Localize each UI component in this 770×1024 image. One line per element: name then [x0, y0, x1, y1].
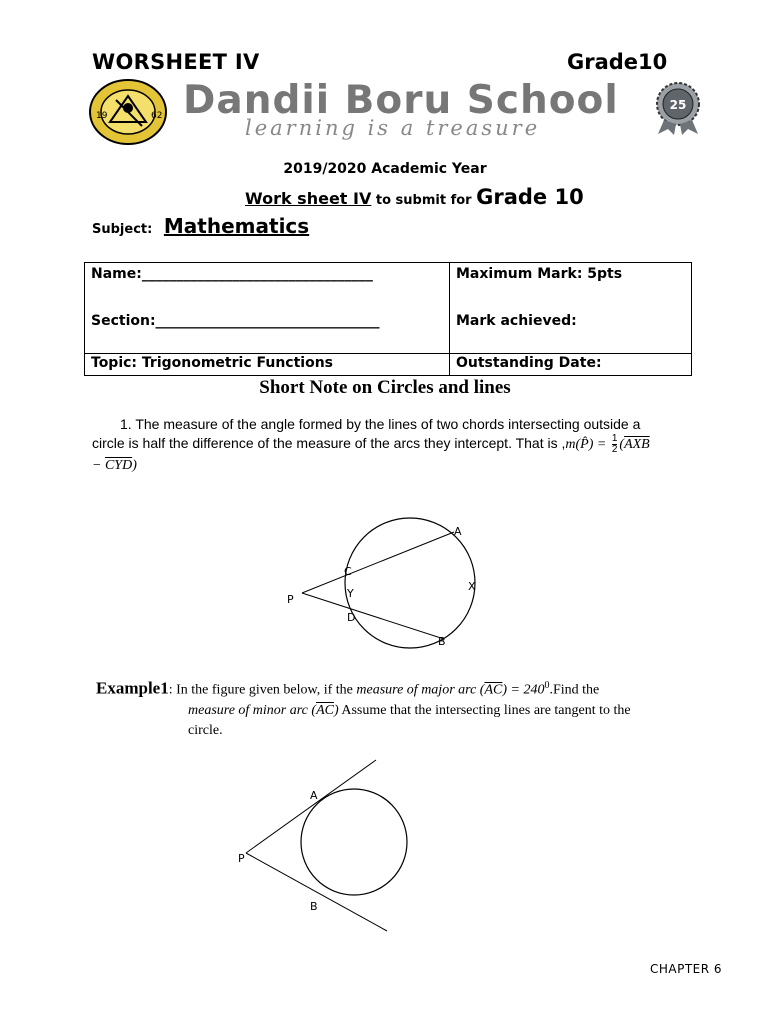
label-a2: A	[310, 789, 318, 802]
svg-text:25: 25	[669, 98, 687, 112]
example-arc2: $\overline{AC}$	[316, 702, 334, 718]
grade-heading: Grade10	[567, 50, 668, 74]
secant-diagram	[270, 505, 500, 655]
example-1-line1: Example1: In the figure given below, if the measure of major arc $(\overline{AC})$ = $240^0.Find$ the	[96, 678, 600, 698]
academic-year: 2019/2020 Academic Year	[283, 161, 487, 177]
subject-label: Subject:	[92, 222, 153, 237]
note-item-1	[92, 415, 652, 475]
subject-line	[92, 214, 309, 238]
example-math1-end: ) = 240	[502, 682, 545, 698]
example-text4: circle.	[188, 722, 223, 738]
example-math1: measure of major arc	[356, 682, 480, 698]
label-c: C	[344, 565, 352, 578]
secant-pa	[302, 532, 454, 593]
label-p: P	[287, 593, 294, 606]
svg-text:19: 19	[96, 111, 108, 121]
formula-lhs: m(P̂) =	[565, 437, 610, 453]
svg-text:62: 62	[151, 111, 163, 121]
submit-line	[245, 185, 584, 209]
formula-fraction-numerator: 1	[611, 433, 618, 444]
label-p2: P	[238, 852, 245, 865]
label-a: A	[454, 525, 462, 538]
name-field[interactable]: Name:_________________________________	[85, 263, 450, 297]
label-y: Y	[347, 587, 354, 600]
example-degree: 0	[544, 680, 550, 691]
formula-arc-cyd: $\overline{CYD}$	[104, 458, 133, 473]
label-x: X	[468, 580, 476, 593]
submit-grade: Grade 10	[476, 185, 584, 209]
formula-arc-axb: $\overline{AXB}$	[624, 437, 650, 453]
tangent-pa	[246, 760, 376, 853]
formula-fraction-denominator: 2	[611, 444, 618, 455]
mark-achieved-cell: Mark achieved:	[450, 296, 692, 353]
short-note-title: Short Note on Circles and lines	[259, 377, 511, 398]
note-item-number: 1.	[120, 416, 132, 432]
formula-close-paren: )	[132, 458, 137, 473]
max-mark-cell: Maximum Mark: 5pts	[450, 263, 692, 297]
example-arc1: $\overline{AC}$	[484, 682, 503, 698]
school-name: Dandii Boru School	[183, 78, 619, 123]
school-seal-logo	[88, 78, 168, 146]
outstanding-date-cell: Outstanding Date:	[450, 353, 692, 375]
example-1	[96, 676, 716, 741]
subject-value: Mathematics	[163, 214, 310, 238]
anniversary-badge-logo	[648, 80, 708, 136]
submit-mid-text: to submit for	[371, 193, 477, 208]
tangent-circle	[301, 789, 407, 895]
section-field[interactable]: Section:________________________________	[85, 296, 450, 353]
example-label: Example1	[96, 678, 169, 698]
school-motto: learning is a treasure	[245, 116, 541, 140]
example-math2: measure of minor arc	[188, 702, 312, 718]
tangent-pb	[246, 853, 387, 931]
label-d: D	[347, 611, 356, 624]
tangent-diagram	[230, 755, 410, 940]
formula-fraction	[612, 434, 618, 455]
label-b2: B	[310, 900, 318, 913]
formula-open-paren: (	[619, 437, 625, 453]
example-colon: :	[168, 682, 173, 698]
worksheet-link-text: Work sheet IV	[245, 189, 372, 208]
topic-cell: Topic: Trigonometric Functions	[85, 353, 450, 375]
example-text3: Assume that the intersecting lines are tangent to the	[338, 702, 631, 718]
label-b: B	[438, 635, 446, 648]
example-1-line2: measure of minor arc $(\overline{AC})$ Assume that the intersecting lines are tangent to the	[188, 702, 631, 718]
example-text1: In the figure given below, if the	[172, 682, 357, 698]
secant-pb	[302, 593, 444, 639]
formula-minus: −	[92, 458, 105, 473]
example-text2: .Find the	[549, 682, 600, 698]
student-info-table	[84, 262, 692, 376]
worksheet-title: WORSHEET IV	[92, 50, 260, 74]
chapter-footer: CHAPTER 6	[650, 962, 723, 976]
note-item-text: The measure of the angle formed by the lines of two chords intersecting outside a circle is half the difference of the measure of the arcs they intercept. That is ,	[92, 416, 641, 452]
